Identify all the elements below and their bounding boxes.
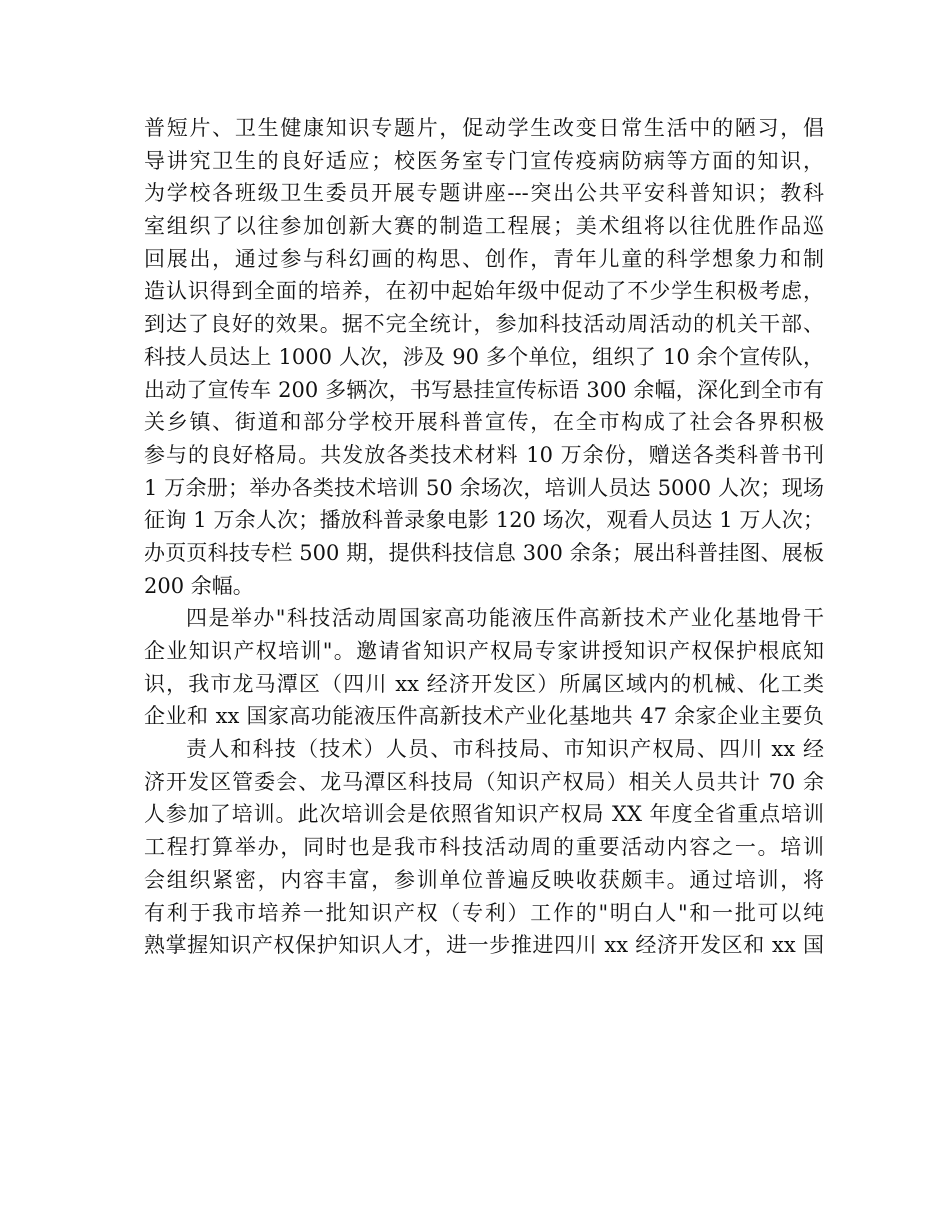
- text-line: 识，我市龙马潭区（四川 xx 经济开发区）所属区域内的机械、化工类: [144, 671, 824, 696]
- text-line: 责人和科技（技术）人员、市科技局、市知识产权局、四川 xx 经: [186, 737, 824, 762]
- text-line: 为学校各班级卫生委员开展专题讲座---突出公共平安科普知识；教科: [144, 181, 824, 206]
- text-line: 企业和 xx 国家高功能液压件高新技术产业化基地共 47 余家企业主要负: [144, 704, 824, 729]
- text-line: 造认识得到全面的培养，在初中起始年级中促动了不少学生积极考虑，: [144, 279, 824, 304]
- text-line: 参与的良好格局。共发放各类技术材料 10 万余份，赠送各类科普书刊: [144, 442, 824, 467]
- text-line: 到达了良好的效果。据不完全统计，参加科技活动周活动的机关干部、: [144, 312, 824, 337]
- text-line: 出动了宣传车 200 多辆次，书写悬挂宣传标语 300 余幅，深化到全市有: [144, 377, 824, 402]
- text-line: 室组织了以往参加创新大赛的制造工程展；美术组将以往优胜作品巡: [144, 214, 824, 239]
- text-line: 会组织紧密，内容丰富，参训单位普遍反映收获颇丰。通过培训，将: [144, 867, 824, 892]
- text-line: 科技人员达上 1000 人次，涉及 90 多个单位，组织了 10 余个宣传队，: [144, 344, 824, 369]
- text-line: 熟掌握知识产权保护知识人才，进一步推进四川 xx 经济开发区和 xx 国: [144, 933, 824, 958]
- text-line: 关乡镇、街道和部分学校开展科普宣传，在全市构成了社会各界积极: [144, 410, 824, 435]
- text-line: 200 余幅。: [144, 573, 254, 598]
- text-line: 1 万余册；举办各类技术培训 50 余场次，培训人员达 5000 人次；现场: [144, 475, 824, 500]
- text-line: 回展出，通过参与科幻画的构思、创作，青年儿童的科学想象力和制: [144, 246, 824, 271]
- text-line: 普短片、卫生健康知识专题片，促动学生改变日常生活中的陋习，倡: [144, 116, 824, 140]
- text-line: 济开发区管委会、龙马潭区科技局（知识产权局）相关人员共计 70 余: [144, 769, 824, 794]
- text-line: 企业知识产权培训"。邀请省知识产权局专家讲授知识产权保护根底知: [144, 639, 824, 663]
- text-line: 人参加了培训。此次培训会是依照省知识产权局 XX 年度全省重点培训: [144, 802, 824, 827]
- body-text: [144, 112, 824, 962]
- text-line: 征询 1 万余人次；播放科普录象电影 120 场次，观看人员达 1 万人次；: [144, 508, 824, 533]
- text-line: 导讲究卫生的良好适应；校医务室专门宣传疫病防病等方面的知识，: [144, 148, 824, 173]
- text-line: 办页页科技专栏 500 期，提供科技信息 300 余条；展出科普挂图、展板: [144, 540, 824, 565]
- text-line: 工程打算举办，同时也是我市科技活动周的重要活动内容之一。培训: [144, 835, 824, 860]
- text-line: 有利于我市培养一批知识产权（专利）工作的"明白人"和一批可以纯: [144, 900, 824, 925]
- text-line: 四是举办"科技活动周国家高功能液压件高新技术产业化基地骨干: [186, 606, 824, 631]
